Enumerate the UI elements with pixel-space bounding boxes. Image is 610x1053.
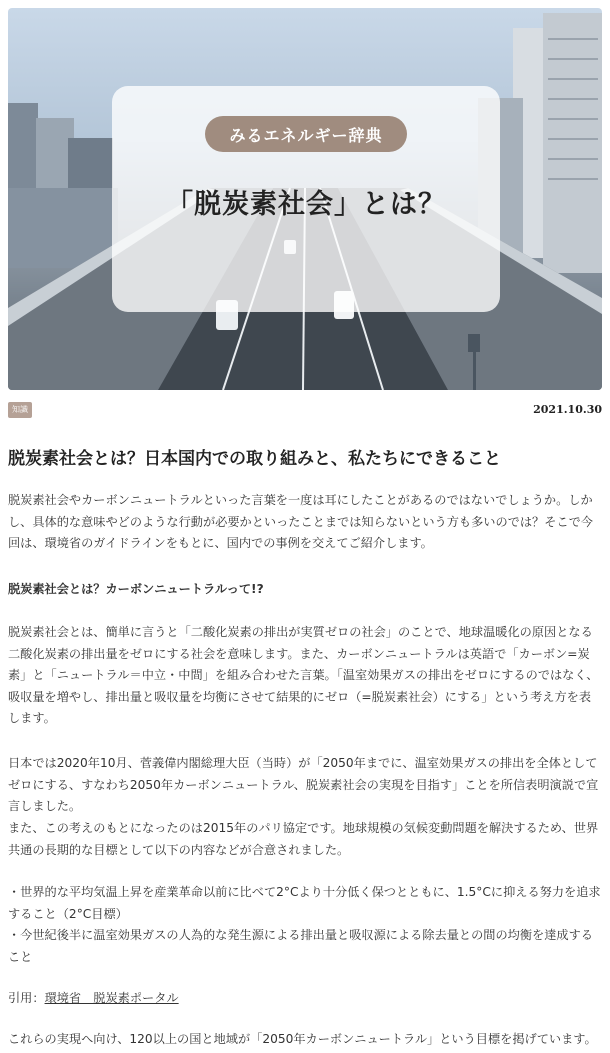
section-heading-text: 脱炭素社会とは？カーボンニュートラルって!?	[8, 582, 264, 596]
japan-declaration-paragraph: 日本では2020年10月、菅義偉内閣総理大臣（当時）が「2050年までに、温室効果ガスの排出を全体としてゼロにする、すなわち2050年カーボンニュートラル、脱炭素社会の実現を目指す」ことを所信表明演説で宣言しました。	[8, 756, 599, 813]
intro-paragraph: 脱炭素社会やカーボンニュートラルといった言葉を一度は耳にしたことがあるのではないでしょうか。しかし、具体的な意味やどのような行動が必要かといったことまでは知らないという方も多いのでは？そこで今回は、環境省のガイドラインをもとに、国内での事例を交えてご紹介します。	[8, 493, 593, 550]
citation	[8, 988, 602, 1010]
citation-link[interactable]: 環境省 脱炭素ポータル	[44, 991, 179, 1005]
definition-paragraph: 脱炭素社会とは、簡単に言うと「二酸化炭素の排出が実質ゼロの社会」のことで、地球温暖化の原因となる二酸化炭素の排出量をゼロにする社会を意味します。また、カーボンニュートラルは英語で「カーボン=炭素」と「ニュートラル＝中立・中間」を組み合わせた言葉。「温室効果ガスの排出をゼロにするのではなく、吸収量を増やし、排出量と吸収量を均衡にさせて結果的にゼロ（=脱炭素社会）にする」という考え方を表します。	[8, 625, 599, 725]
hero-title: 「脱炭素社会」とは？	[166, 189, 446, 220]
paris-agreement-paragraph: また、この考えのもとになったのは2015年のパリ協定です。地球規模の気候変動問題を解決するため、世界共通の長期的な目標として以下の内容などが合意されました。	[8, 821, 599, 857]
section-heading	[8, 579, 602, 601]
dictionary-label-badge: みるエネルギー辞典	[205, 116, 407, 152]
closing-paragraph: これらの実現へ向け、120以上の国と地域が「2050年カーボンニュートラル」という目標を掲げています。	[8, 1032, 597, 1046]
article-title: 脱炭素社会とは？日本国内での取り組みと、私たちにできること	[8, 449, 501, 469]
citation-prefix: 引用：	[8, 991, 45, 1005]
goal-bullet-2: ・今世紀後半に温室効果ガスの人為的な発生源による排出量と吸収源による除去量との間の均衡を達成すること	[8, 928, 593, 964]
goal-bullet-1: ・世界的な平均気温上昇を産業革命以前に比べて2°Cより十分低く保つとともに、1.5°Cに抑える努力を追求すること（2°C目標）	[8, 885, 601, 921]
category-tag[interactable]: 知識	[8, 402, 32, 418]
publish-date: 2021.10.30	[533, 403, 602, 416]
hero-image	[8, 8, 602, 390]
hero-overlay-card	[112, 86, 500, 312]
